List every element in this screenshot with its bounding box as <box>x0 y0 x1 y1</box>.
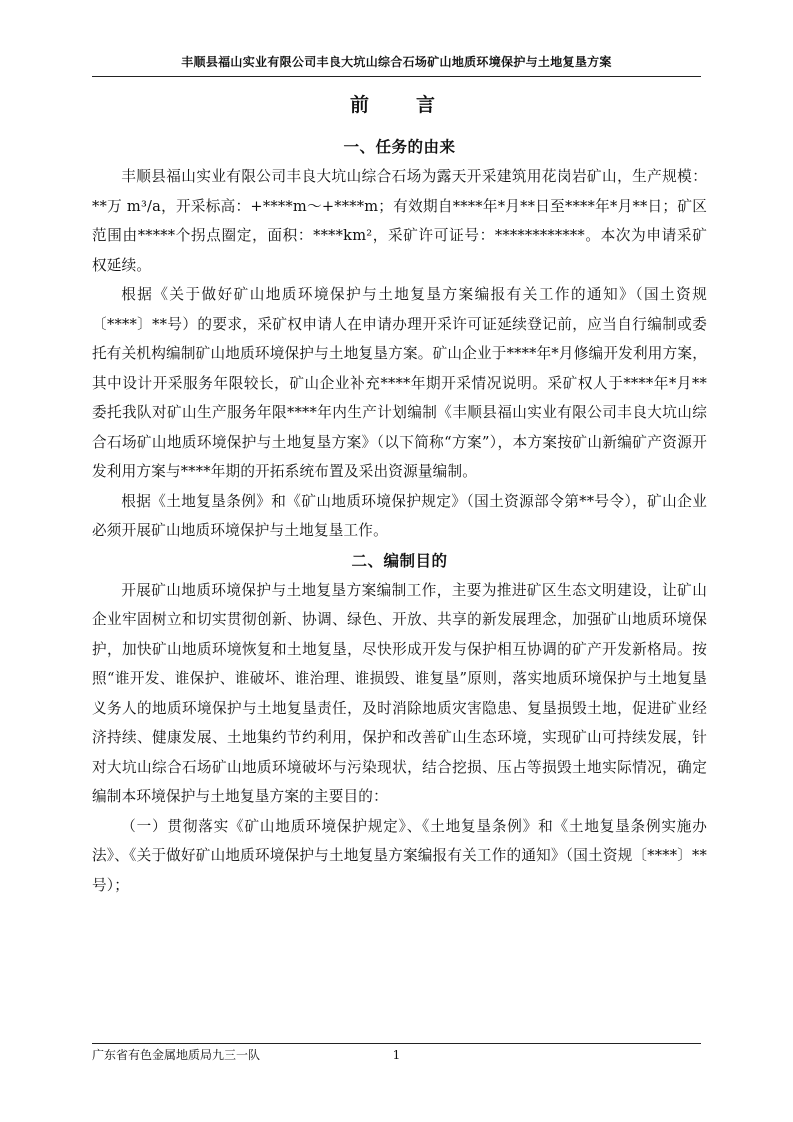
section-heading: 二、编制目的 <box>351 551 448 570</box>
section-heading: 一、任务的由来 <box>343 138 456 156</box>
page-number: 1 <box>392 1048 401 1062</box>
section-task-origin <box>92 132 707 546</box>
document-body <box>92 88 707 900</box>
paragraph: 根据《关于做好矿山地质环境保护与土地复垦方案编报有关工作的通知》（国土资规〔****〕**号）的要求，采矿权申请人在申请办理开采许可证延续登记前，应当自行编制或委托有关机构编制矿山地质环境保护与土地复垦方案。矿山企业于****年*月修编开发利用方案，其中设计开采服务年限较长，矿山企业补充****年期开采情况说明。采矿权人于****年*月**委托我队对矿山生产服务年限****年内生产计划编制《丰顺县福山实业有限公司丰良大坑山综合石场矿山地质环境保护与土地复垦方案》（以下简称“方案”），本方案按矿山新编矿产资源开发利用方案与****年期的开拓系统布置及采出资源量编制。 <box>92 286 707 480</box>
footer-organization: 广东省有色金属地质局九三一队 <box>92 1048 261 1062</box>
section-purpose <box>92 546 707 901</box>
document-title: 前 言 <box>349 94 449 116</box>
running-header <box>92 52 701 77</box>
list-item: （一）贯彻落实《矿山地质环境保护规定》、《土地复垦条例》和《土地复垦条例实施办法》、《关于做好矿山地质环境保护与土地复垦方案编报有关工作的通知》（国土资规〔****〕** 号）； <box>92 817 707 894</box>
header-title: 丰顺县福山实业有限公司丰良大坑山综合石场矿山地质环境保护与土地复垦方案 <box>181 55 612 69</box>
paragraph: 根据《土地复垦条例》和《矿山地质环境保护规定》（国土资源部令第**号令），矿山企业必须开展矿山地质环境保护与土地复垦工作。 <box>92 492 707 539</box>
page-footer <box>92 1043 701 1066</box>
paragraph: 开展矿山地质环境保护与土地复垦方案编制工作，主要为推进矿区生态文明建设，让矿山企业牢固树立和切实贯彻创新、协调、绿色、开放、共享的新发展理念，加强矿山地质环境保护，加快矿山地质环境恢复和土地复垦，尽快形成开发与保护相互协调的矿产开发新格局。按照“谁开发、谁保护、谁破坏、谁治理、谁损毁、谁复垦”原则，落实地质环境保护与土地复垦义务人的地质环境保护与土地复垦责任，及时消除地质灾害隐患、复垦损毁土地，促进矿业经济持续、健康发展、土地集约节约利用，保护和改善矿山生态环境，实现矿山可持续发展，针对大坑山综合石场矿山地质环境破坏与污染现状，结合挖损、压占等损毁土地实际情况，确定编制本环境保护与土地复垦方案的主要目的： <box>92 581 707 805</box>
paragraph: 丰顺县福山实业有限公司丰良大坑山综合石场为露天开采建筑用花岗岩矿山，生产规模：**万 m³/a，开采标高：+****m～+****m；有效期自****年*月**日至****年*月**日；矿区范围由*****个拐点圈定，面积：****km²，采矿许可证号：************。本次为申请采矿权延续。 <box>92 168 707 274</box>
